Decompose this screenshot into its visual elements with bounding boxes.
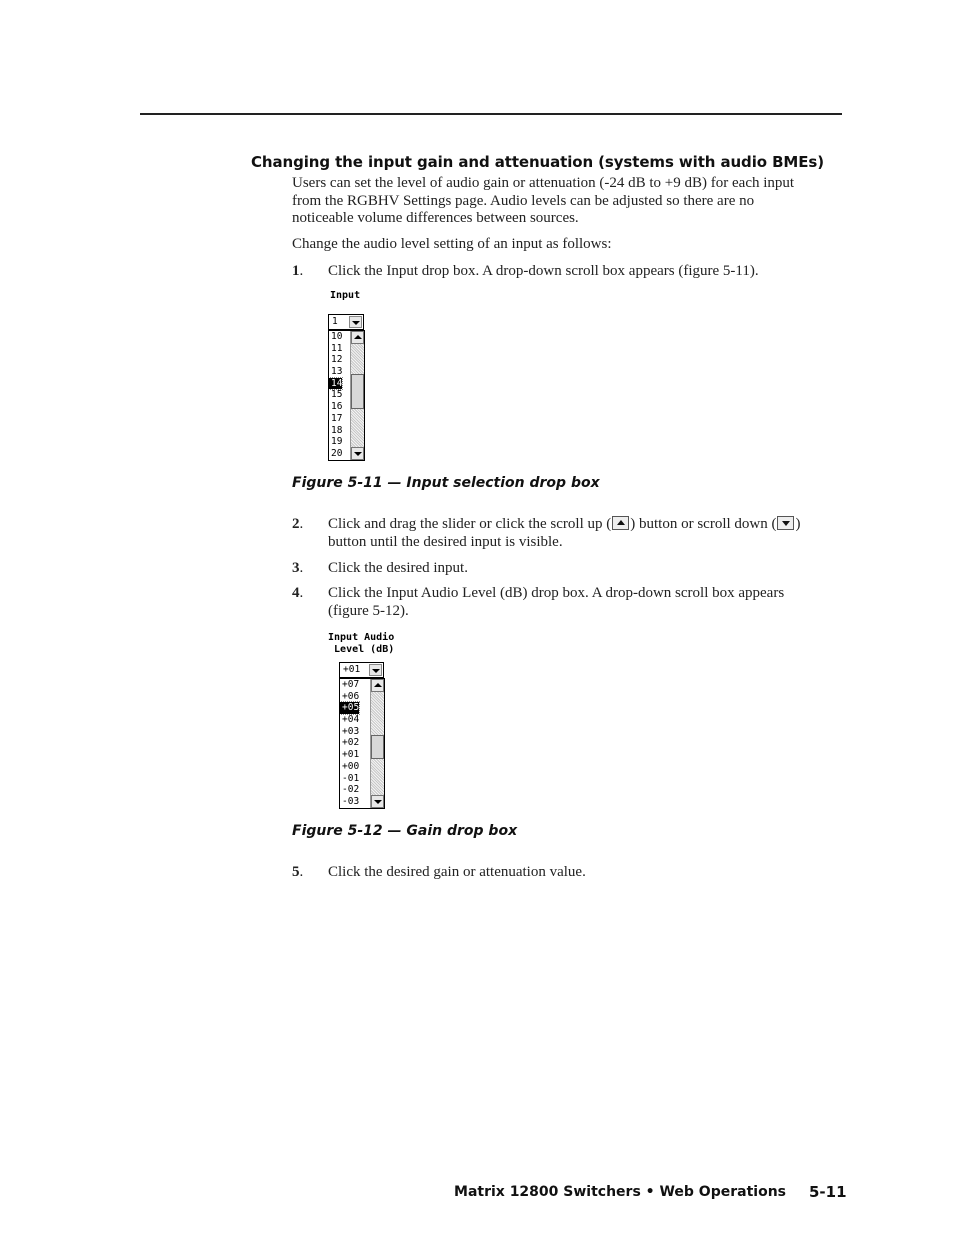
list-item[interactable]: -03 — [342, 795, 360, 807]
audio-level-label — [328, 632, 394, 655]
step-text-part: Click and drag the slider or click the scroll up ( — [328, 516, 612, 532]
step-number: 2. — [292, 516, 304, 532]
chevron-down-icon[interactable] — [369, 664, 382, 676]
list-item[interactable]: +06 — [342, 690, 360, 702]
listbox-items — [329, 331, 342, 460]
page-number: 5-11 — [809, 1183, 847, 1201]
list-item[interactable]: +04 — [342, 714, 360, 726]
step-number: 4. — [292, 585, 304, 601]
step-2 — [292, 516, 840, 551]
step-number: 3. — [292, 560, 304, 576]
header-rule — [140, 113, 842, 115]
step-text: Click the desired gain or attenuation value. — [328, 864, 586, 880]
audio-level-dropdown[interactable] — [339, 662, 384, 678]
label-line: Level (dB) — [334, 643, 395, 655]
step-4 — [292, 585, 840, 620]
list-item[interactable]: 19 — [331, 436, 343, 448]
chevron-down-icon[interactable] — [349, 316, 362, 328]
input-listbox[interactable] — [328, 330, 365, 461]
step-1 — [292, 263, 840, 281]
step-text-part: (figure 5-12). — [328, 602, 409, 619]
scrollbar[interactable] — [350, 331, 364, 460]
dropdown-value: +01 — [343, 664, 361, 675]
step-5 — [292, 864, 840, 882]
list-item[interactable]: 14 — [331, 377, 343, 389]
audio-level-listbox[interactable] — [339, 678, 385, 809]
step-number: 1. — [292, 263, 304, 279]
label-line: Input Audio — [328, 632, 395, 643]
scrollbar[interactable] — [370, 679, 384, 808]
input-dropdown[interactable] — [328, 314, 364, 330]
scroll-up-icon[interactable] — [351, 331, 364, 344]
step-number: 5. — [292, 864, 304, 880]
scroll-up-icon — [612, 516, 629, 530]
step-text — [328, 585, 840, 620]
step-3 — [292, 560, 840, 578]
figure-caption: Figure 5-12 — Gain drop box — [292, 823, 518, 839]
list-item[interactable]: 13 — [331, 366, 343, 378]
list-item[interactable]: +02 — [342, 737, 360, 749]
list-item[interactable]: 18 — [331, 424, 343, 436]
scroll-down-icon — [777, 516, 794, 530]
step-text: Click the Input drop box. A drop-down scroll box appears (figure 5-11). — [328, 263, 759, 279]
step-text: Click the desired input. — [328, 560, 468, 576]
scroll-up-icon[interactable] — [371, 679, 384, 692]
listbox-items — [340, 679, 359, 808]
section-heading: Changing the input gain and attenuation (systems with audio BMEs) — [251, 153, 824, 171]
list-item[interactable]: +07 — [342, 679, 360, 690]
list-item[interactable]: +05 — [342, 702, 360, 714]
dropdown-value: 1 — [332, 316, 338, 327]
step-text-part: ) — [795, 516, 801, 532]
input-label: Input — [330, 290, 361, 301]
footer-title: Matrix 12800 Switchers • Web Operations — [454, 1184, 786, 1200]
step-text — [328, 516, 840, 551]
list-item[interactable]: 15 — [331, 389, 343, 401]
intro-line: noticeable volume differences between sources. — [292, 210, 579, 227]
list-item[interactable]: 12 — [331, 354, 343, 366]
list-item[interactable]: +03 — [342, 725, 360, 737]
list-item[interactable]: 11 — [331, 342, 343, 354]
intro-line: from the RGBHV Settings page. Audio levels can be adjusted so there are no — [292, 192, 755, 209]
list-item[interactable]: +00 — [342, 760, 360, 772]
list-item[interactable]: -01 — [342, 772, 360, 784]
step-text-part: ) button or scroll down ( — [630, 516, 777, 532]
lead-in-paragraph: Change the audio level setting of an input as follows: — [292, 236, 612, 252]
list-item[interactable]: 16 — [331, 401, 343, 413]
intro-line: Users can set the level of audio gain or attenuation (-24 dB to +9 dB) for each input — [292, 175, 795, 191]
list-item[interactable]: 10 — [331, 331, 343, 342]
list-item[interactable]: +01 — [342, 749, 360, 761]
scroll-thumb[interactable] — [371, 735, 384, 759]
list-item[interactable]: 20 — [331, 447, 343, 459]
list-item[interactable]: 17 — [331, 412, 343, 424]
step-text-part: Click the Input Audio Level (dB) drop box. A drop-down scroll box appears — [328, 585, 785, 601]
figure-caption: Figure 5-11 — Input selection drop box — [292, 475, 600, 491]
intro-paragraph — [292, 175, 840, 228]
scroll-thumb[interactable] — [351, 374, 364, 409]
list-item[interactable]: -02 — [342, 784, 360, 796]
scroll-down-icon[interactable] — [371, 795, 384, 808]
scroll-down-icon[interactable] — [351, 447, 364, 460]
step-text-part: button until the desired input is visible. — [328, 533, 563, 550]
